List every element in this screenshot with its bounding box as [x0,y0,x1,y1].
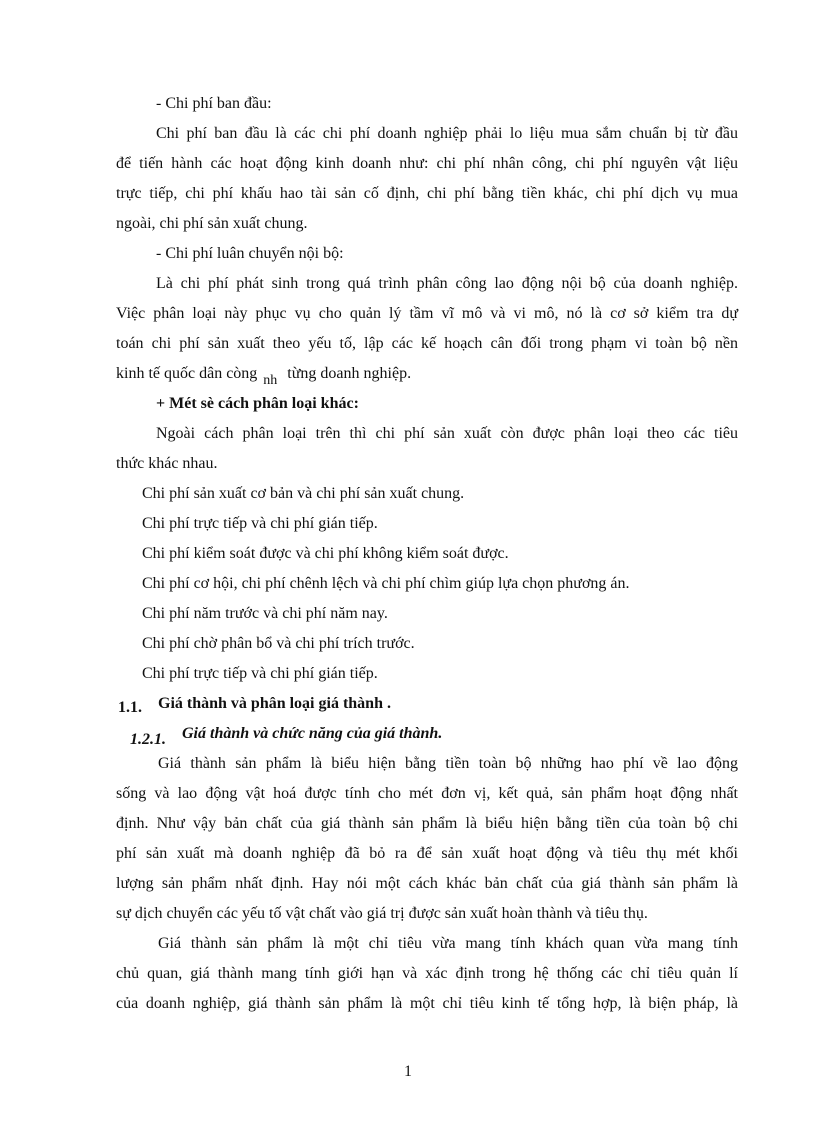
text-line [116,364,412,388]
text-line: trực tiếp, chi phí khấu hao tài sản cố định, chi phí bằng tiền khác, chi phí dịch vụ mua [116,185,738,202]
list-item: Chi phí cơ hội, chi phí chênh lệch và chi phí chìm giúp lựa chọn phương án. [142,575,630,592]
subheading: + Mét sè cách phân loại khác: [156,395,359,412]
list-item: Chi phí kiểm soát được và chi phí không kiểm soát được. [142,545,509,562]
text-fragment: từng doanh nghiệp. [287,365,412,382]
text-line: Việc phân loại này phục vụ cho quản lý tầm vĩ mô và vi mô, nó là cơ sở kiểm tra dự [116,305,738,322]
list-item: Chi phí trực tiếp và chi phí gián tiếp. [142,515,378,532]
text-line: Giá thành sản phẩm là biểu hiện bằng tiền toàn bộ những hao phí về lao động [158,755,738,772]
section-number: 1.1. [118,699,142,716]
subsection-heading: Giá thành và chức năng của giá thành. [182,725,443,742]
text-line: thức khác nhau. [116,455,218,472]
text-line: sống và lao động vật hoá được tính cho mét đơn vị, kết quả, sản phẩm hoạt động nhất [116,785,738,802]
subscript-fragment: nh [263,373,278,388]
text-line: định. Như vậy bản chất của giá thành sản phẩm là biểu hiện bằng tiền của toàn bộ chi [116,815,738,832]
text-line: Giá thành sản phẩm là một chỉ tiêu vừa mang tính khách quan vừa mang tính [158,935,738,952]
text-line: phí sản xuất mà doanh nghiệp đã bỏ ra để sản xuất hoạt động và tiêu thụ mét khối [116,845,738,862]
text-line: Ngoài cách phân loại trên thì chi phí sản xuất còn được phân loại theo các tiêu [156,425,738,442]
section-heading: Giá thành và phân loại giá thành . [158,695,391,712]
list-item: Chi phí năm trước và chi phí năm nay. [142,605,388,622]
text-line: - Chi phí luân chuyển nội bộ: [156,245,344,262]
list-item: Chi phí sản xuất cơ bản và chi phí sản xuất chung. [142,485,465,502]
list-item: Chi phí chờ phân bổ và chi phí trích trước. [142,635,415,652]
text-line: Chi phí ban đầu là các chi phí doanh nghiệp phải lo liệu mua sắm chuẩn bị từ đầu [156,125,738,142]
text-line: ngoài, chi phí sản xuất chung. [116,215,308,232]
list-item: Chi phí trực tiếp và chi phí gián tiếp. [142,665,378,682]
subsection-number: 1.2.1. [130,731,166,748]
text-line: của doanh nghiệp, giá thành sản phẩm là một chỉ tiêu kinh tế tổng hợp, là biện pháp, là [116,995,738,1012]
text-line: lượng sản phẩm nhất định. Hay nói một cách khác bản chất của giá thành sản phẩm là [116,875,738,892]
text-line: để tiến hành các hoạt động kinh doanh như: chi phí nhân công, chi phí nguyên vật liệu [116,155,738,172]
text-line: - Chi phí ban đầu: [156,95,272,112]
text-fragment: kinh tế quốc dân còng [116,365,258,382]
text-line: chủ quan, giá thành mang tính giới hạn và xác định trong hệ thống các chỉ tiêu quản lí [116,965,738,982]
text-line: sự dịch chuyển các yếu tố vật chất vào giá trị được sản xuất hoàn thành và tiêu thụ. [116,905,648,922]
page-number: 1 [404,1063,412,1080]
text-line: Là chi phí phát sinh trong quá trình phân công lao động nội bộ của doanh nghiệp. [156,275,738,292]
text-line: toán chi phí sản xuất theo yếu tố, lập các kế hoạch cân đối trong phạm vi toàn bộ nền [116,335,738,352]
